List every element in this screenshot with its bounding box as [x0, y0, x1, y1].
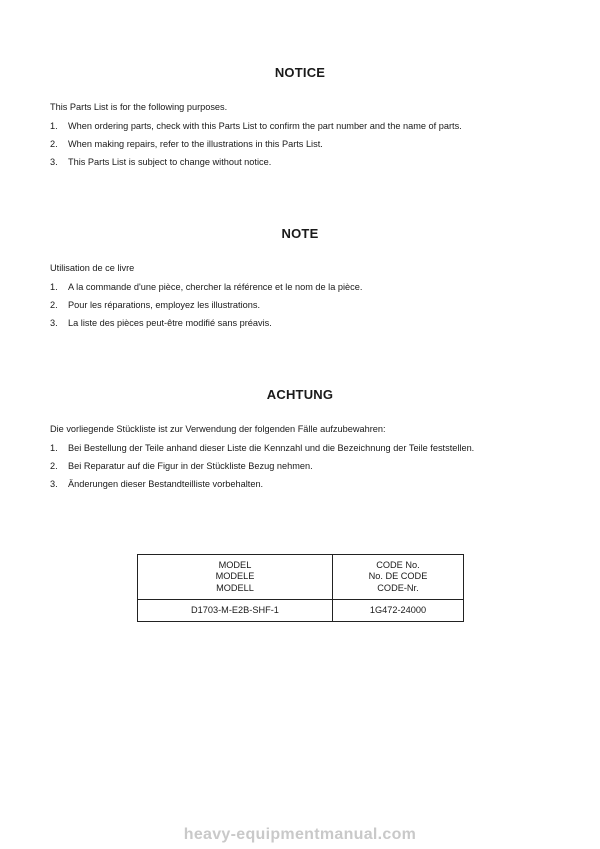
item-number: 2.	[50, 461, 58, 471]
footer-watermark: heavy-equipmentmanual.com	[183, 826, 417, 843]
table-header-row	[138, 555, 464, 600]
model-header-en: MODEL	[218, 559, 252, 570]
model-header-de: MODELL	[216, 582, 254, 593]
model-code-table	[137, 554, 464, 622]
code-header-de: CODE-Nr.	[377, 582, 419, 593]
table-row	[138, 600, 464, 622]
note-item	[50, 318, 272, 328]
item-number: 2.	[50, 139, 58, 149]
notice-heading: NOTICE	[274, 65, 326, 80]
achtung-item	[50, 479, 263, 489]
item-text: Pour les réparations, employez les illustrations.	[68, 300, 261, 310]
model-value-cell: D1703-M-E2B-SHF-1	[138, 600, 333, 622]
item-text: A la commande d'une pièce, chercher la référence et le nom de la pièce.	[68, 282, 363, 292]
note-heading: NOTE	[281, 226, 319, 241]
item-text: When making repairs, refer to the illustrations in this Parts List.	[68, 139, 323, 149]
notice-item	[50, 139, 323, 149]
item-number: 1.	[50, 121, 58, 131]
achtung-item	[50, 443, 474, 453]
achtung-intro: Die vorliegende Stückliste ist zur Verwendung der folgenden Fälle aufzubewahren:	[50, 424, 386, 434]
item-number: 1.	[50, 282, 58, 292]
item-text: Bei Bestellung der Teile anhand dieser Liste die Kennzahl und die Bezeichnung der Teile feststellen.	[68, 443, 475, 453]
code-header-cell	[332, 555, 463, 600]
code-header-fr: No. DE CODE	[368, 571, 428, 582]
note-item	[50, 300, 260, 310]
notice-item	[50, 121, 462, 131]
achtung-heading: ACHTUNG	[266, 387, 334, 402]
code-value-cell: 1G472-24000	[332, 600, 463, 622]
note-intro: Utilisation de ce livre	[50, 263, 135, 273]
item-text: Bei Reparatur auf die Figur in der Stückliste Bezug nehmen.	[68, 461, 313, 471]
notice-intro: This Parts List is for the following purposes.	[50, 102, 228, 112]
achtung-item	[50, 461, 313, 471]
item-text: La liste des pièces peut-être modifié sans préavis.	[68, 318, 272, 328]
item-number: 3.	[50, 157, 58, 167]
item-number: 2.	[50, 300, 58, 310]
notice-item	[50, 157, 271, 167]
model-header-fr: MODELE	[215, 571, 255, 582]
item-text: This Parts List is subject to change without notice.	[68, 157, 272, 167]
note-item	[50, 282, 362, 292]
item-number: 3.	[50, 479, 58, 489]
item-number: 1.	[50, 443, 58, 453]
item-text: When ordering parts, check with this Parts List to confirm the part number and the name of parts.	[68, 121, 462, 131]
model-header-cell	[138, 555, 333, 600]
code-header-en: CODE No.	[376, 559, 420, 570]
item-number: 3.	[50, 318, 58, 328]
item-text: Änderungen dieser Bestandteilliste vorbehalten.	[68, 479, 264, 489]
